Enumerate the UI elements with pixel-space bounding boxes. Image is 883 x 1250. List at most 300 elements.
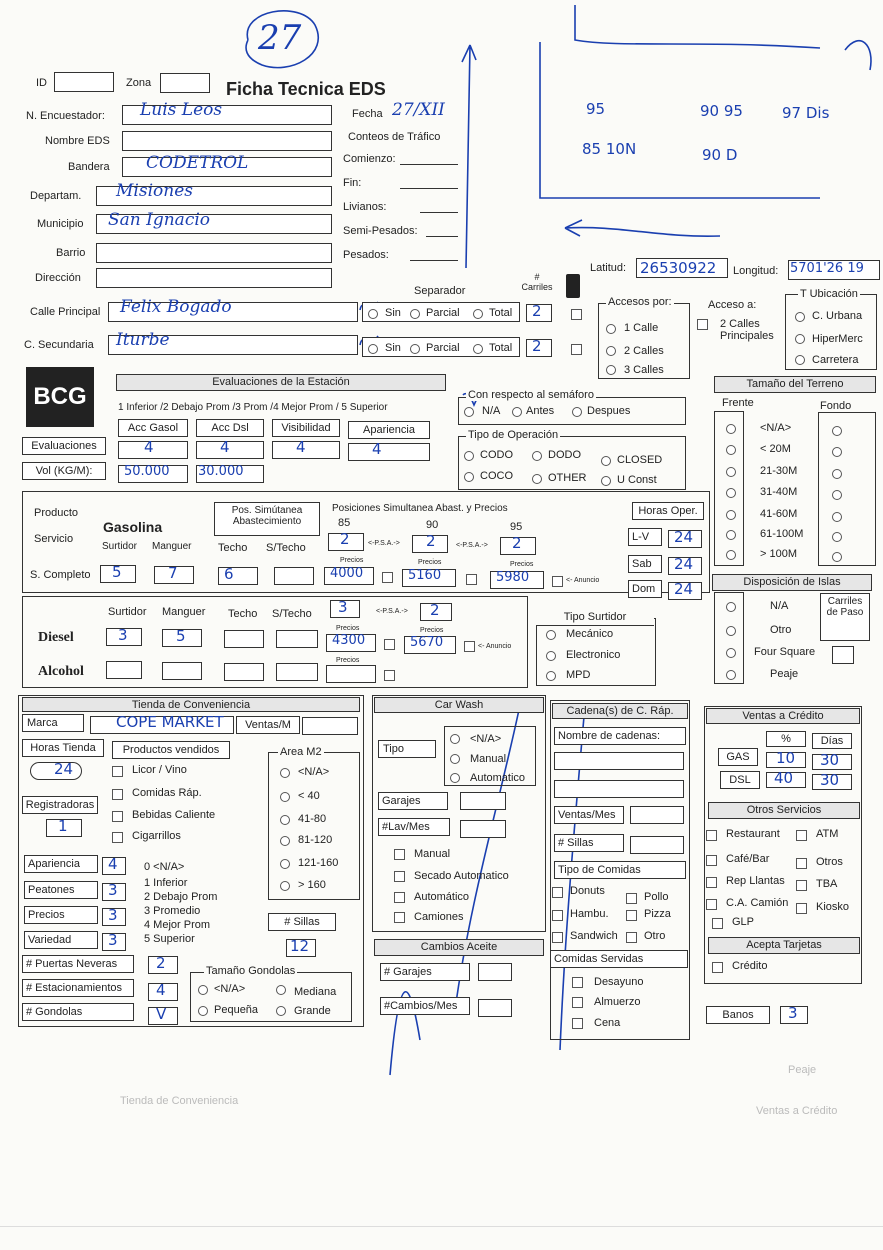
c-secundaria-label: C. Secundaria bbox=[24, 339, 94, 351]
credito-dias-label: Días bbox=[812, 733, 852, 749]
tienda-scale-1: 1 Inferior bbox=[144, 877, 188, 889]
carwash-na-radio[interactable] bbox=[450, 734, 460, 744]
aceite-title: Cambios Aceite bbox=[374, 939, 544, 956]
cadenas-sillas-field[interactable] bbox=[630, 836, 684, 854]
sketch-pump-1: 95 bbox=[586, 100, 606, 118]
diesel-techo-label: Techo bbox=[228, 608, 258, 620]
gondolas-label: # Gondolas bbox=[22, 1003, 134, 1021]
otros-checkbox-3[interactable] bbox=[796, 858, 807, 869]
tarjetas-title: Acepta Tarjetas bbox=[708, 937, 860, 954]
accesos-2calles-radio[interactable] bbox=[606, 346, 616, 356]
semaforo-principal-checkbox[interactable] bbox=[571, 309, 582, 320]
otros-label-0: Restaurant bbox=[726, 828, 780, 840]
pesados-line[interactable] bbox=[410, 260, 458, 261]
banos-value: 3 bbox=[788, 1004, 798, 1022]
anuncio-90-checkbox[interactable] bbox=[466, 574, 477, 585]
tienda-scale-4: 4 Mejor Prom bbox=[144, 919, 211, 931]
semaforo-antes-radio[interactable] bbox=[512, 407, 522, 417]
disposicion-radio-2[interactable] bbox=[726, 648, 736, 658]
terreno-frente-radio-0[interactable] bbox=[726, 424, 736, 434]
horas-day-label-0: L-V bbox=[628, 528, 662, 546]
gas-manguer-value: 7 bbox=[168, 564, 178, 582]
separador-parcial-radio[interactable] bbox=[410, 309, 420, 319]
gondolas-grande-radio[interactable] bbox=[276, 1006, 286, 1016]
carwash-check-0[interactable] bbox=[394, 849, 405, 860]
accesos-3calles-label: 3 Calles bbox=[624, 364, 664, 376]
semaforo-secundaria-checkbox[interactable] bbox=[571, 344, 582, 355]
disposicion-radio-3[interactable] bbox=[726, 670, 736, 680]
calle-principal-value: Felix Bogado bbox=[120, 297, 232, 317]
terreno-frente-radio-1[interactable] bbox=[726, 445, 736, 455]
separador-total-radio[interactable] bbox=[473, 309, 483, 319]
bandera-label: Bandera bbox=[68, 161, 110, 173]
lav-mes-field[interactable] bbox=[460, 820, 506, 838]
eval-col-acc-dsl: Acc Dsl bbox=[196, 419, 264, 437]
acceso-a-label: Acceso a: bbox=[708, 299, 757, 311]
fondo-label: Fondo bbox=[820, 400, 852, 412]
credito-dsl-pct-value: 40 bbox=[774, 769, 794, 787]
carriles-secundaria-value: 2 bbox=[532, 337, 542, 355]
aceite-cambios-field[interactable] bbox=[478, 999, 512, 1017]
fin-label: Fin: bbox=[343, 177, 362, 189]
producto-vendido-label-2: Bebidas Caliente bbox=[132, 809, 216, 821]
semaforo-despues-label: Despues bbox=[587, 405, 631, 417]
diesel-stecho-field[interactable] bbox=[276, 630, 318, 648]
longitud-label: Longitud: bbox=[733, 265, 779, 277]
comida-checkbox-3[interactable] bbox=[626, 910, 637, 921]
separador2-parcial-radio[interactable] bbox=[410, 344, 420, 354]
alcohol-precios-label: Precios bbox=[336, 657, 360, 664]
diesel-manguer-value: 5 bbox=[176, 627, 186, 645]
otros-checkbox-6[interactable] bbox=[706, 899, 717, 910]
tipo-surtidor-title: Tipo Surtidor bbox=[536, 610, 654, 626]
eval-visibilidad-value: 4 bbox=[296, 438, 306, 456]
separador2-total-radio[interactable] bbox=[473, 344, 483, 354]
credito-gas-dias-value: 30 bbox=[820, 751, 840, 769]
disposicion-radio-0[interactable] bbox=[726, 602, 736, 612]
otros-label-1: ATM bbox=[816, 828, 839, 840]
form-title: Ficha Tecnica EDS bbox=[226, 79, 386, 99]
gondolas-na-radio[interactable] bbox=[198, 985, 208, 995]
servida-checkbox-1[interactable] bbox=[572, 997, 583, 1008]
latitud-value: 26530922 bbox=[640, 259, 717, 277]
cadenas-ventas-field[interactable] bbox=[630, 806, 684, 824]
anuncio-85-checkbox[interactable] bbox=[382, 572, 393, 583]
bleed-text-3: Ventas a Crédito bbox=[756, 1105, 838, 1117]
bcg-logo: BCG bbox=[26, 367, 94, 427]
t-ubicacion-hipermerc-radio[interactable] bbox=[795, 334, 805, 344]
diesel-manguer-label: Manguer bbox=[162, 606, 206, 618]
gondolas-mediana-radio[interactable] bbox=[276, 985, 286, 995]
gondolas-pequena-radio[interactable] bbox=[198, 1006, 208, 1016]
area-radio-5[interactable] bbox=[280, 881, 290, 891]
tienda-sillas-label: # Sillas bbox=[268, 913, 336, 931]
operacion-other-label: OTHER bbox=[548, 472, 587, 484]
otros-checkbox-5[interactable] bbox=[796, 880, 807, 891]
terreno-fondo-radio-1[interactable] bbox=[832, 447, 842, 457]
traffic-light-icon bbox=[566, 274, 580, 298]
alcohol-manguer-field[interactable] bbox=[162, 662, 202, 680]
otros-checkbox-1[interactable] bbox=[796, 830, 807, 841]
terreno-frente-radio-6[interactable] bbox=[726, 550, 736, 560]
separador-sin-label: Sin bbox=[385, 307, 401, 319]
octano-85: 85 bbox=[338, 517, 351, 529]
alcohol-techo-field[interactable] bbox=[224, 663, 264, 681]
carwash-check-label-1: Secado Automatico bbox=[414, 870, 509, 882]
gasolina-label: Gasolina bbox=[103, 519, 163, 535]
producto-vendido-checkbox-0[interactable] bbox=[112, 766, 123, 777]
rating-label-3: Variedad bbox=[24, 931, 98, 949]
carwash-check-label-0: Manual bbox=[414, 848, 451, 860]
tarjetas-credito-checkbox[interactable] bbox=[712, 962, 723, 973]
gas-stecho-field[interactable] bbox=[274, 567, 314, 585]
estacionamientos-label: # Estacionamientos bbox=[22, 979, 134, 997]
semaforo-na-radio[interactable] bbox=[464, 407, 474, 417]
ventas-m-field[interactable] bbox=[302, 717, 358, 735]
diesel-anuncio-1-checkbox[interactable] bbox=[384, 639, 395, 650]
t-ubicacion-carretera-radio[interactable] bbox=[795, 355, 805, 365]
bleed-text-1: Tienda de Conveniencia bbox=[120, 1095, 239, 1107]
surtidor-electronico-label: Electronico bbox=[566, 649, 621, 661]
otros-checkbox-0[interactable] bbox=[706, 830, 717, 841]
municipio-label: Municipio bbox=[37, 218, 84, 230]
comida-checkbox-4[interactable] bbox=[552, 932, 563, 943]
cadenas-nombre-2[interactable] bbox=[554, 780, 684, 798]
semaforo-despues-radio[interactable] bbox=[572, 407, 582, 417]
carriles-paso-field[interactable] bbox=[832, 646, 854, 664]
terreno-option-label-0: <N/A> bbox=[760, 422, 792, 434]
bottom-rule bbox=[0, 1226, 883, 1227]
area-radio-2[interactable] bbox=[280, 815, 290, 825]
tienda-scale-2: 2 Debajo Prom bbox=[144, 891, 218, 903]
comienzo-line[interactable] bbox=[400, 164, 458, 165]
precio-85-value: 4000 bbox=[330, 566, 364, 581]
terreno-frente-radio-4[interactable] bbox=[726, 510, 736, 520]
zona-field[interactable] bbox=[160, 73, 210, 93]
producto-vendido-checkbox-3[interactable] bbox=[112, 832, 123, 843]
separador-label: Separador bbox=[414, 285, 466, 297]
gondolas-grande-label: Grande bbox=[294, 1005, 331, 1017]
disposicion-radio-1[interactable] bbox=[726, 626, 736, 636]
credito-gas-label: GAS bbox=[718, 748, 758, 766]
producto-vendido-label-0: Licor / Vino bbox=[132, 764, 187, 776]
surtidor-mpd-label: MPD bbox=[566, 669, 591, 681]
rating-label-2: Precios bbox=[24, 906, 98, 924]
comida-checkbox-0[interactable] bbox=[552, 887, 563, 898]
carwash-check-label-3: Camiones bbox=[414, 911, 464, 923]
diesel-stecho-label: S/Techo bbox=[272, 608, 312, 620]
eval-acc-gasol-value: 4 bbox=[144, 438, 154, 456]
alcohol-label: Alcohol bbox=[38, 664, 84, 679]
id-label: ID bbox=[36, 77, 47, 89]
sketch-pump-3: 97 Dis bbox=[782, 104, 830, 122]
credito-gas-pct-value: 10 bbox=[776, 749, 796, 767]
pos-85-value: 2 bbox=[340, 530, 350, 548]
conteos-label: Conteos de Tráfico bbox=[348, 131, 441, 143]
semaforo-title: Con respecto al semáforo bbox=[468, 389, 594, 401]
livianos-label: Livianos: bbox=[343, 201, 387, 213]
horas-title: Horas Oper. bbox=[632, 502, 704, 520]
carwash-title: Car Wash bbox=[374, 697, 544, 713]
comida-checkbox-2[interactable] bbox=[552, 910, 563, 921]
terreno-title: Tamaño del Terreno bbox=[714, 376, 876, 393]
accesos-1calle-radio[interactable] bbox=[606, 324, 616, 334]
horas-tienda-label: Horas Tienda bbox=[22, 739, 104, 757]
producto-vendido-checkbox-1[interactable] bbox=[112, 789, 123, 800]
vol-row-label: Vol (KG/M): bbox=[22, 462, 106, 480]
rating-value-1: 3 bbox=[108, 881, 118, 899]
servida-checkbox-0[interactable] bbox=[572, 977, 583, 988]
area-label-5: > 160 bbox=[298, 879, 326, 891]
vol-dsl-value: 30.000 bbox=[198, 464, 244, 479]
diesel-surtidor-value: 3 bbox=[118, 626, 128, 644]
eval-col-apariencia: Apariencia bbox=[348, 421, 430, 439]
acceso-a-checkbox[interactable] bbox=[697, 319, 708, 330]
producto-label: Producto bbox=[34, 507, 79, 519]
otros-checkbox-2[interactable] bbox=[706, 855, 717, 866]
otros-label-6: C.A. Camión bbox=[726, 897, 789, 909]
tienda-scale-0: 0 <N/A> bbox=[144, 861, 185, 873]
psa-85-label: <-P.S.A.-> bbox=[368, 540, 400, 547]
area-radio-3[interactable] bbox=[280, 836, 290, 846]
separador2-parcial-label: Parcial bbox=[426, 342, 460, 354]
surtidor-mecanico-label: Mecánico bbox=[566, 628, 614, 640]
operacion-codo-label: CODO bbox=[480, 449, 513, 461]
gondolas-value: V bbox=[156, 1005, 167, 1023]
comida-label-4: Sandwich bbox=[570, 930, 618, 942]
otros-title: Otros Servicios bbox=[708, 802, 860, 819]
terreno-fondo-radio-6[interactable] bbox=[832, 552, 842, 562]
terreno-option-label-1: < 20M bbox=[760, 443, 791, 455]
evaluaciones-scale: 1 Inferior /2 Debajo Prom /3 Prom /4 Mejor Prom / 5 Superior bbox=[118, 402, 388, 413]
carriles-label: # Carriles bbox=[521, 272, 553, 292]
surtidor-mecanico-radio[interactable] bbox=[546, 630, 556, 640]
acceso-a-value: 2 Calles Principales bbox=[720, 318, 774, 342]
carwash-auto-radio[interactable] bbox=[450, 773, 460, 783]
producto-vendido-checkbox-2[interactable] bbox=[112, 811, 123, 822]
diesel-techo-field[interactable] bbox=[224, 630, 264, 648]
departam-label: Departam. bbox=[30, 190, 82, 202]
garajes-field[interactable] bbox=[460, 792, 506, 810]
vol-gasol-value: 50.000 bbox=[124, 464, 170, 479]
terreno-fondo-radio-3[interactable] bbox=[832, 490, 842, 500]
eval-visibilidad-field[interactable] bbox=[272, 441, 340, 459]
cadenas-sillas-label: # Sillas bbox=[554, 834, 624, 852]
garajes-label: Garajes bbox=[378, 792, 448, 810]
operacion-closed-radio[interactable] bbox=[601, 456, 611, 466]
tienda-scale-5: 5 Superior bbox=[144, 933, 195, 945]
alcohol-precio-field[interactable] bbox=[326, 665, 376, 683]
comida-label-2: Hambu. bbox=[570, 908, 609, 920]
disposicion-label-2: Four Square bbox=[754, 646, 816, 658]
ventas-m-label: Ventas/M bbox=[236, 716, 300, 734]
accesos-title: Accesos por: bbox=[608, 296, 672, 308]
area-label-1: < 40 bbox=[298, 790, 320, 802]
operacion-coco-label: COCO bbox=[480, 470, 513, 482]
precios-85-label: Precios bbox=[340, 557, 364, 564]
diesel-pos-2-value: 2 bbox=[430, 601, 440, 619]
comida-checkbox-5[interactable] bbox=[626, 932, 637, 943]
calle-principal-label: Calle Principal bbox=[30, 306, 101, 318]
terreno-fondo-radio-2[interactable] bbox=[832, 469, 842, 479]
puertas-label: # Puertas Neveras bbox=[22, 955, 134, 973]
longitud-value: 5701'26 19 bbox=[790, 261, 864, 276]
rating-value-2: 3 bbox=[108, 906, 118, 924]
latitud-label: Latitud: bbox=[590, 262, 627, 274]
puertas-value: 2 bbox=[156, 954, 166, 972]
t-ubicacion-carretera-label: Carretera bbox=[812, 354, 859, 366]
terreno-fondo-radio-4[interactable] bbox=[832, 512, 842, 522]
comida-label-5: Otro bbox=[644, 930, 666, 942]
servidas-title: Comidas Servidas bbox=[550, 950, 688, 968]
carwash-manual-radio[interactable] bbox=[450, 754, 460, 764]
direccion-field[interactable] bbox=[96, 268, 332, 288]
livianos-line[interactable] bbox=[420, 212, 458, 213]
operacion-dodo-radio[interactable] bbox=[532, 451, 542, 461]
surtidor-mpd-radio[interactable] bbox=[546, 671, 556, 681]
credito-dsl-dias-value: 30 bbox=[820, 771, 840, 789]
gondolas-mediana-label: Mediana bbox=[294, 986, 337, 998]
nombre-eds-label: Nombre EDS bbox=[45, 135, 110, 147]
terreno-fondo-radio-5[interactable] bbox=[832, 532, 842, 542]
diesel-anuncio-label: <- Anuncio bbox=[478, 643, 512, 650]
surtidor-electronico-radio[interactable] bbox=[546, 651, 556, 661]
horas-day-label-1: Sab bbox=[628, 555, 662, 573]
productos-vendidos-label: Productos vendidos bbox=[112, 741, 230, 759]
t-ubicacion-urbana-radio[interactable] bbox=[795, 312, 805, 322]
t-ubicacion-urbana-label: C. Urbana bbox=[812, 310, 863, 322]
horas-day-value-2: 24 bbox=[674, 580, 694, 598]
credito-dsl-label: DSL bbox=[720, 771, 760, 789]
cadenas-ventas-label: Ventas/Mes bbox=[554, 806, 624, 824]
carwash-tipo-label: Tipo bbox=[378, 740, 436, 758]
area-label-0: <N/A> bbox=[298, 766, 330, 778]
operacion-coco-radio[interactable] bbox=[464, 472, 474, 482]
eval-col-acc-gasol: Acc Gasol bbox=[118, 419, 188, 437]
diesel-psa-label: <-P.S.A.-> bbox=[376, 608, 408, 615]
aceite-garajes-label: # Garajes bbox=[380, 963, 470, 981]
carwash-check-label-2: Automático bbox=[414, 891, 470, 903]
anuncio-95-checkbox[interactable] bbox=[552, 576, 563, 587]
servida-checkbox-2[interactable] bbox=[572, 1018, 583, 1029]
comida-checkbox-1[interactable] bbox=[626, 893, 637, 904]
separador-sin-radio[interactable] bbox=[368, 309, 378, 319]
alcohol-anuncio-checkbox[interactable] bbox=[384, 670, 395, 681]
semaforo-na-label: N/A bbox=[482, 405, 501, 417]
horas-day-label-2: Dom bbox=[628, 580, 662, 598]
surtidor-label: Surtidor bbox=[102, 541, 138, 552]
area-radio-4[interactable] bbox=[280, 859, 290, 869]
operacion-codo-radio[interactable] bbox=[464, 451, 474, 461]
lav-mes-label: #Lav/Mes bbox=[378, 818, 450, 836]
alcohol-surtidor-field[interactable] bbox=[106, 661, 142, 679]
eval-col-visibilidad: Visibilidad bbox=[272, 419, 340, 437]
eval-acc-dsl-field[interactable] bbox=[196, 441, 264, 459]
terreno-frente-radio-3[interactable] bbox=[726, 488, 736, 498]
manguer-label: Manguer bbox=[152, 541, 192, 552]
accesos-3calles-radio[interactable] bbox=[606, 365, 616, 375]
pos-simultanea-label: Pos. Simútanea Abastecimiento bbox=[214, 502, 320, 536]
carwash-check-1[interactable] bbox=[394, 871, 405, 882]
otros-label-4: Rep Llantas bbox=[726, 875, 785, 887]
diesel-precio-2-value: 5670 bbox=[410, 635, 444, 650]
accesos-1calle-label: 1 Calle bbox=[624, 322, 659, 334]
otros-label-7: Kiosko bbox=[816, 901, 850, 913]
direccion-label: Dirección bbox=[35, 272, 81, 284]
octano-90: 90 bbox=[426, 519, 439, 531]
terreno-frente-radio-5[interactable] bbox=[726, 530, 736, 540]
otros-checkbox-7[interactable] bbox=[796, 903, 807, 914]
eval-apariencia-field[interactable] bbox=[348, 443, 430, 461]
marca-value: COPE MARKET bbox=[116, 713, 224, 731]
precio-95-value: 5980 bbox=[496, 570, 530, 585]
otros-label-2: Café/Bar bbox=[726, 853, 770, 865]
gondolas-pequena-label: Pequeña bbox=[214, 1004, 259, 1016]
operacion-uconst-radio[interactable] bbox=[601, 476, 611, 486]
credito-title: Ventas a Crédito bbox=[706, 708, 860, 724]
semaforo-antes-label: Antes bbox=[526, 405, 555, 417]
separador2-sin-radio[interactable] bbox=[368, 344, 378, 354]
terreno-option-label-3: 31-40M bbox=[760, 486, 798, 498]
aceite-garajes-field[interactable] bbox=[478, 963, 512, 981]
barrio-field[interactable] bbox=[96, 243, 332, 263]
fondo-column bbox=[818, 412, 876, 566]
carwash-check-3[interactable] bbox=[394, 912, 405, 923]
servicio-label: Servicio bbox=[34, 533, 74, 545]
cadenas-title: Cadena(s) de C. Ráp. bbox=[552, 703, 688, 719]
cadenas-nombre-1[interactable] bbox=[554, 752, 684, 770]
nombre-eds-field[interactable] bbox=[122, 131, 332, 151]
area-label-3: 81-120 bbox=[298, 834, 333, 846]
encuestador-value: Luis Leos bbox=[140, 100, 223, 120]
id-field[interactable] bbox=[54, 72, 114, 92]
operacion-other-radio[interactable] bbox=[532, 474, 542, 484]
terreno-fondo-radio-0[interactable] bbox=[832, 426, 842, 436]
disposicion-label-1: Otro bbox=[770, 624, 792, 636]
fecha-value: 27/XII bbox=[392, 100, 445, 120]
otros-checkbox-4[interactable] bbox=[706, 877, 717, 888]
precio-90-value: 5160 bbox=[408, 568, 442, 583]
servida-label-1: Almuerzo bbox=[594, 996, 641, 1008]
otros-label-3: Otros bbox=[816, 856, 843, 868]
fin-line[interactable] bbox=[400, 188, 458, 189]
frente-label: Frente bbox=[722, 397, 754, 409]
registradoras-label: Registradoras bbox=[22, 796, 98, 814]
diesel-pos-1-value: 3 bbox=[338, 598, 348, 616]
alcohol-stecho-field[interactable] bbox=[276, 663, 318, 681]
terreno-frente-radio-2[interactable] bbox=[726, 467, 736, 477]
otros-label-5: TBA bbox=[816, 878, 838, 890]
area-radio-0[interactable] bbox=[280, 768, 290, 778]
terreno-option-label-6: > 100M bbox=[760, 548, 797, 560]
evaluaciones-title: Evaluaciones de la Estación bbox=[116, 374, 446, 391]
semipesados-line[interactable] bbox=[426, 236, 458, 237]
diesel-anuncio-2-checkbox[interactable] bbox=[464, 641, 475, 652]
separador2-sin-label: Sin bbox=[385, 342, 401, 354]
diesel-label: Diesel bbox=[38, 630, 74, 645]
diesel-precio-1-value: 4300 bbox=[332, 633, 366, 648]
area-radio-1[interactable] bbox=[280, 792, 290, 802]
otros-checkbox-8[interactable] bbox=[712, 918, 723, 929]
rating-label-1: Peatones bbox=[24, 881, 98, 899]
producto-vendido-label-3: Cigarrillos bbox=[132, 830, 181, 842]
horas-day-value-0: 24 bbox=[674, 528, 694, 546]
carwash-check-2[interactable] bbox=[394, 892, 405, 903]
anuncio-label: <- Anuncio bbox=[566, 577, 600, 584]
servida-label-0: Desayuno bbox=[594, 976, 644, 988]
tienda-sillas-value: 12 bbox=[290, 937, 310, 955]
rating-label-0: Apariencia bbox=[24, 855, 98, 873]
